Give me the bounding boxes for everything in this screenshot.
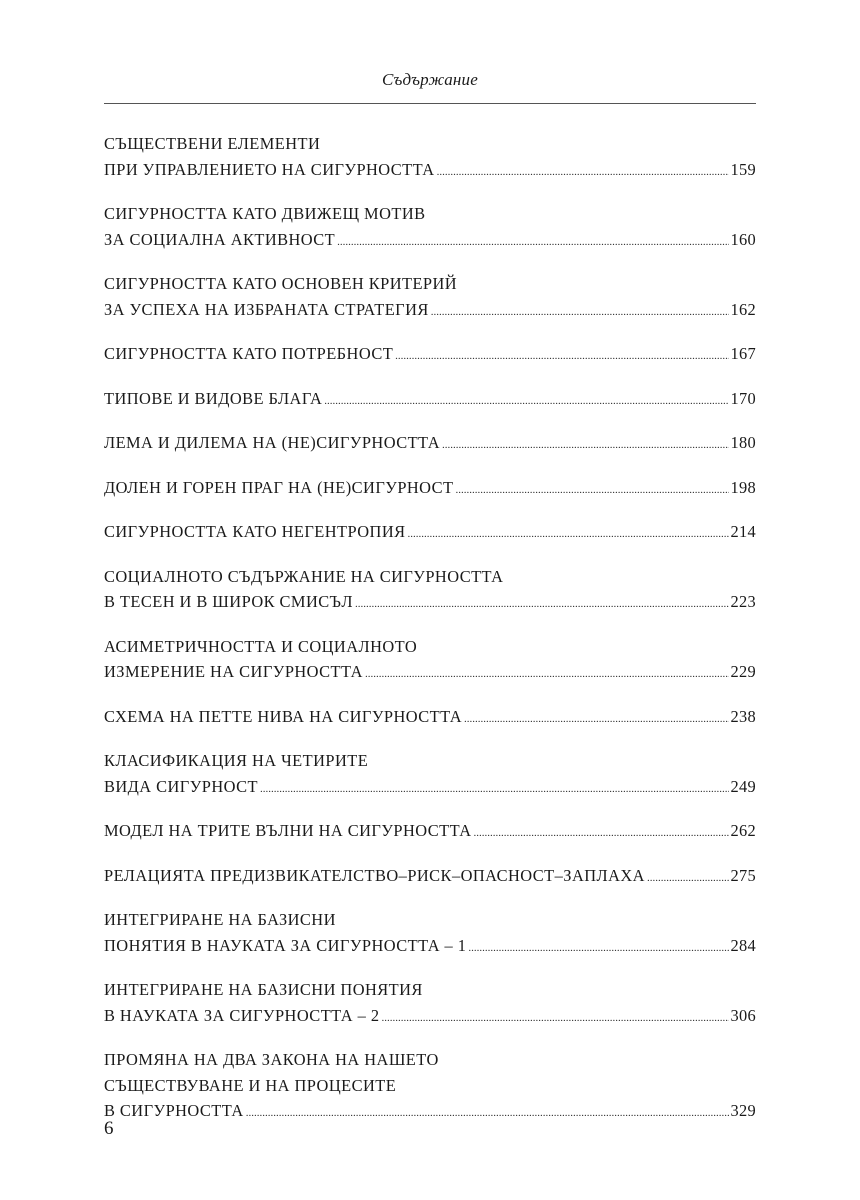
toc-entry-title-line: СЪЩЕСТВУВАНЕ И НА ПРОЦЕСИТЕ <box>104 1075 397 1095</box>
toc-entry-last-line <box>104 430 756 459</box>
toc-entry-title-line: ИНТЕГРИРАНЕ НА БАЗИСНИ ПОНЯТИЯ <box>104 980 423 999</box>
toc-page-number: 160 <box>730 229 756 249</box>
toc-entry-last-line <box>104 589 756 618</box>
toc-entry[interactable] <box>104 907 756 961</box>
toc-page-number: 214 <box>730 522 756 541</box>
toc-entry[interactable] <box>104 430 756 459</box>
toc-entry-last-line <box>104 1098 756 1127</box>
toc-entry-last-line <box>104 227 756 256</box>
toc-dot-leader <box>324 389 728 415</box>
toc-entry-title-line: ТИПОВЕ И ВИДОВЕ БЛАГА <box>104 388 323 408</box>
toc-entry-last-line <box>104 341 756 370</box>
toc-entry[interactable] <box>104 704 756 733</box>
toc-entry[interactable] <box>104 475 756 504</box>
header-divider <box>104 103 756 104</box>
toc-entry[interactable] <box>104 634 756 688</box>
toc-page-number: 162 <box>730 299 756 319</box>
toc-entry-last-line <box>104 386 756 415</box>
toc-entry-title-line: ДОЛЕН И ГОРЕН ПРАГ НА (НЕ)СИГУРНОСТ <box>104 477 454 497</box>
toc-page-number: 306 <box>730 1005 756 1025</box>
toc-entry-title-line: В ТЕСЕН И В ШИРОК СМИСЪЛ <box>104 592 354 611</box>
toc-entry[interactable] <box>104 201 756 255</box>
toc-dot-leader <box>395 344 728 370</box>
toc-entry-last-line <box>104 475 756 504</box>
toc-page-number: 167 <box>730 344 756 363</box>
toc-entry-title-line: В СИГУРНОСТТА <box>104 1101 244 1120</box>
toc-dot-leader <box>474 821 729 847</box>
toc-entry-title-line: АСИМЕТРИЧНОСТТА И СОЦИАЛНОТО <box>104 636 418 656</box>
toc-dot-leader <box>431 300 729 326</box>
toc-entry-title-line: ПРОМЯНА НА ДВА ЗАКОНА НА НАШЕТО <box>104 1050 439 1069</box>
table-of-contents <box>104 131 756 1143</box>
toc-dot-leader <box>456 478 729 504</box>
toc-entry-title-line: ПОНЯТИЯ В НАУКАТА ЗА СИГУРНОСТТА – 1 <box>104 935 467 955</box>
toc-entry[interactable] <box>104 341 756 370</box>
toc-entry-last-line <box>104 774 756 803</box>
toc-entry-title-line: СИГУРНОСТТА КАТО ПОТРЕБНОСТ <box>104 344 394 363</box>
toc-page-number: 159 <box>730 159 756 179</box>
toc-entry[interactable] <box>104 271 756 325</box>
toc-page-number: 329 <box>730 1101 756 1120</box>
toc-entry-last-line <box>104 863 756 892</box>
toc-entry-title-line: СОЦИАЛНОТО СЪДЪРЖАНИЕ НА СИГУРНОСТТА <box>104 566 504 586</box>
toc-entry-title-line: ЗА СОЦИАЛНА АКТИВНОСТ <box>104 229 336 249</box>
toc-entry[interactable] <box>104 1047 756 1127</box>
toc-dot-leader <box>442 433 729 459</box>
toc-entry-title-line: СИГУРНОСТТА КАТО ОСНОВЕН КРИТЕРИЙ <box>104 274 458 293</box>
toc-entry-title-line: ИНТЕГРИРАНЕ НА БАЗИСНИ <box>104 910 336 929</box>
toc-dot-leader <box>246 1101 729 1127</box>
toc-page-number: 180 <box>730 433 756 452</box>
toc-entry-title-line: ЛЕМА И ДИЛЕМА НА (НЕ)СИГУРНОСТТА <box>104 433 440 452</box>
toc-dot-leader <box>408 522 729 548</box>
toc-dot-leader <box>468 936 728 962</box>
running-header-title: Съдържание <box>381 70 478 89</box>
toc-entry[interactable] <box>104 131 756 185</box>
toc-entry[interactable] <box>104 818 756 847</box>
toc-dot-leader <box>647 866 729 892</box>
toc-entry-last-line <box>104 818 756 847</box>
toc-entry-title-line: ЗА УСПЕХА НА ИЗБРАНАТА СТРАТЕГИЯ <box>104 299 429 319</box>
toc-entry-last-line <box>104 297 756 326</box>
page-number: 6 <box>104 1118 114 1139</box>
toc-entry-last-line <box>104 157 756 186</box>
toc-entry-title-line: ИЗМЕРЕНИЕ НА СИГУРНОСТТА <box>104 662 363 681</box>
toc-entry[interactable] <box>104 386 756 415</box>
toc-entry-title-line: В НАУКАТА ЗА СИГУРНОСТТА – 2 <box>104 1005 380 1025</box>
toc-page-number: 284 <box>730 935 756 955</box>
toc-entry-title-line: МОДЕЛ НА ТРИТЕ ВЪЛНИ НА СИГУРНОСТТА <box>104 821 472 840</box>
toc-entry-title-line: СИГУРНОСТТА КАТО НЕГЕНТРОПИЯ <box>104 522 406 541</box>
toc-entry-title-line: КЛАСИФИКАЦИЯ НА ЧЕТИРИТЕ <box>104 751 369 770</box>
toc-entry-last-line <box>104 659 756 688</box>
toc-page-number: 275 <box>730 865 756 885</box>
toc-entry-title-line: СХЕМА НА ПЕТТЕ НИВА НА СИГУРНОСТТА <box>104 706 463 726</box>
toc-entry[interactable] <box>104 748 756 802</box>
toc-entry-last-line <box>104 519 756 548</box>
toc-page-number: 238 <box>730 706 756 726</box>
toc-page-number: 249 <box>730 776 756 796</box>
toc-entry-title-line: РЕЛАЦИЯТА ПРЕДИЗВИКАТЕЛСТВО–РИСК–ОПАСНОСТ–ЗАПЛАХА <box>104 865 645 885</box>
toc-dot-leader <box>365 662 729 688</box>
toc-entry[interactable] <box>104 519 756 548</box>
toc-entry-title-line: ВИДА СИГУРНОСТ <box>104 776 258 796</box>
toc-page-number: 262 <box>730 821 756 840</box>
toc-page-number: 229 <box>730 662 756 681</box>
toc-dot-leader <box>355 592 728 618</box>
toc-dot-leader <box>260 777 729 803</box>
toc-entry[interactable] <box>104 564 756 618</box>
toc-entry-last-line <box>104 704 756 733</box>
toc-dot-leader <box>464 707 728 733</box>
toc-page-number: 223 <box>730 592 756 611</box>
toc-page-number: 198 <box>730 477 756 497</box>
toc-entry-last-line <box>104 933 756 962</box>
toc-dot-leader <box>337 230 728 256</box>
toc-entry[interactable] <box>104 863 756 892</box>
toc-entry-last-line <box>104 1003 756 1032</box>
toc-dot-leader <box>437 160 729 186</box>
toc-page-number: 170 <box>730 388 756 408</box>
toc-entry-title-line: СЪЩЕСТВЕНИ ЕЛЕМЕНТИ <box>104 134 321 153</box>
toc-entry-title-line: СИГУРНОСТТА КАТО ДВИЖЕЩ МОТИВ <box>104 204 426 223</box>
toc-dot-leader <box>381 1006 728 1032</box>
toc-entry-title-line: ПРИ УПРАВЛЕНИЕТО НА СИГУРНОСТТА <box>104 159 435 179</box>
toc-entry[interactable] <box>104 977 756 1031</box>
